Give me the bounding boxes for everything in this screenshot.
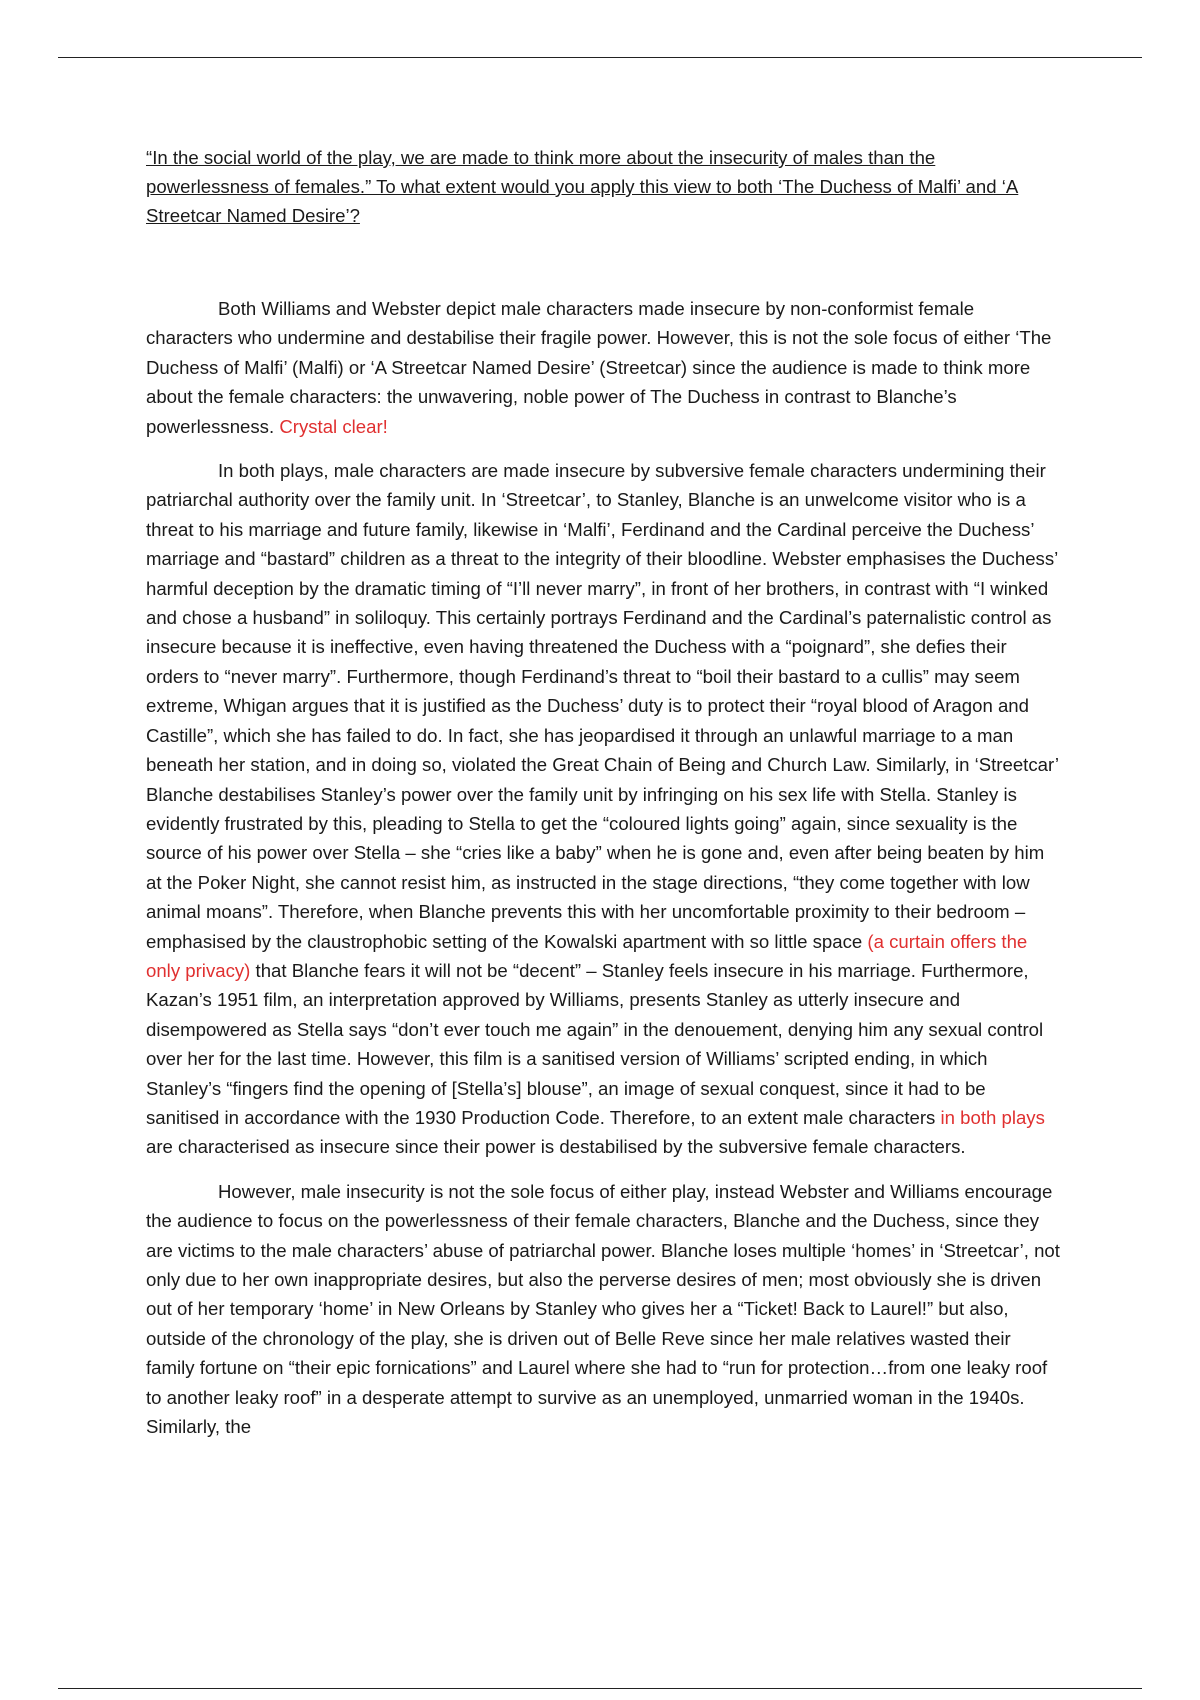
paragraph-female-powerlessness-text: However, male insecurity is not the sole focus of either play, instead Webster and Williams encourage the audience to focus on the powerlessness of their female characters, Blanche and the Duchess, since they are victims to the male characters’ abuse of patriarchal power. Blanche loses multiple ‘homes’ in ‘Streetcar’, not only due to her own inappropriate desires, but also the perverse desires of men; most obviously she is driven out of her temporary ‘home’ in New Orleans by Stanley who gives her a “Ticket! Back to Laurel!” but also, outside of the chronology of the play, she is driven out of Belle Reve since her male relatives wasted their family fortune on “their epic fornications” and Laurel where she had to “run for protection…from one leaky roof to another leaky roof” in a desperate attempt to survive as an unemployed, unmarried woman in the 1940s. Similarly, the	[146, 1180, 1060, 1438]
teacher-comment: in both plays	[940, 1106, 1045, 1128]
paragraph-text-part3: are characterised as insecure since their power is destabilised by the subversive female characters.	[146, 1136, 966, 1158]
footer-rule	[58, 1688, 1142, 1689]
header-rule	[58, 57, 1142, 58]
essay-title: “In the social world of the play, we are made to think more about the insecurity of males than the powerlessness of females.” To what extent would you apply this view to both ‘The Duchess of Malfi’ and ‘A Streetcar Named Desire’?	[146, 147, 1019, 226]
paragraph-text-part1: In both plays, male characters are made insecure by subversive female characters undermining their patriarchal authority over the family unit. In ‘Streetcar’, to Stanley, Blanche is an unwelcome visitor who is a threat to his marriage and future family, likewise in ‘Malfi’, Ferdinand and the Cardinal perceive the Duchess’ marriage and “bastard” children as a threat to the integrity of their bloodline. Webster emphasises the Duchess’ harmful deception by the dramatic timing of “I’ll never marry”, in front of her brothers, in contrast with “I winked and chose a husband” in soliloquy. This certainly portrays Ferdinand and the Cardinal’s paternalistic control as insecure because it is ineffective, even having threatened the Duchess with a “poignard”, she defies their orders to “never marry”. Furthermore, though Ferdinand’s threat to “boil their bastard to a cullis” may seem extreme, Whigan argues that it is justified as the Duchess’ duty is to protect their “royal blood of Aragon and Castille”, which she has failed to do. In fact, she has jeopardised it through an unlawful marriage to a man beneath her station, and in doing so, violated the Great Chain of Being and Church Law. Similarly, in ‘Streetcar’ Blanche destabilises Stanley’s power over the family unit by infringing on his sex life with Stella. Stanley is evidently frustrated by this, pleading to Stella to get the “coloured lights going” again, since sexuality is the source of his power over Stella – she “cries like a baby” when he is gone and, even after being beaten by him at the Poker Night, she cannot resist him, as instructed in the stage directions, “they come together with low animal moans”. Therefore, when Blanche prevents this with her uncomfortable proximity to their bedroom – emphasised by the claustrophobic setting of the Kowalski apartment with so little space	[146, 460, 1059, 952]
paragraph-introduction-text: Both Williams and Webster depict male characters made insecure by non-conformist female characters who undermine and destabilise their fragile power. However, this is not the sole focus of either ‘The Duchess of Malfi’ (Malfi) or ‘A Streetcar Named Desire’ (Streetcar) since the audience is made to think more about the female characters: the unwavering, noble power of The Duchess in contrast to Blanche’s powerlessness.	[146, 298, 1052, 437]
paragraph-introduction	[146, 294, 1061, 441]
paragraph-female-powerlessness	[146, 1177, 1061, 1442]
paragraph-text-part2: that Blanche fears it will not be “decent” – Stanley feels insecure in his marriage. Furthermore, Kazan’s 1951 film, an interpretation approved by Williams, presents Stanley as utterly insecure and disempowered as Stella says “don’t ever touch me again” in the denouement, denying him any sexual control over her for the last time. However, this film is a sanitised version of Williams’ scripted ending, in which Stanley’s “fingers find the opening of [Stella’s] blouse”, an image of sexual conquest, since it had to be sanitised in accordance with the 1930 Production Code. Therefore, to an extent male characters	[146, 959, 1044, 1128]
paragraph-male-insecurity	[146, 456, 1061, 1162]
teacher-comment: Crystal clear!	[279, 415, 388, 437]
teacher-comment: (a curtain offers the only privacy)	[146, 930, 1028, 981]
essay-page	[146, 143, 1061, 1456]
